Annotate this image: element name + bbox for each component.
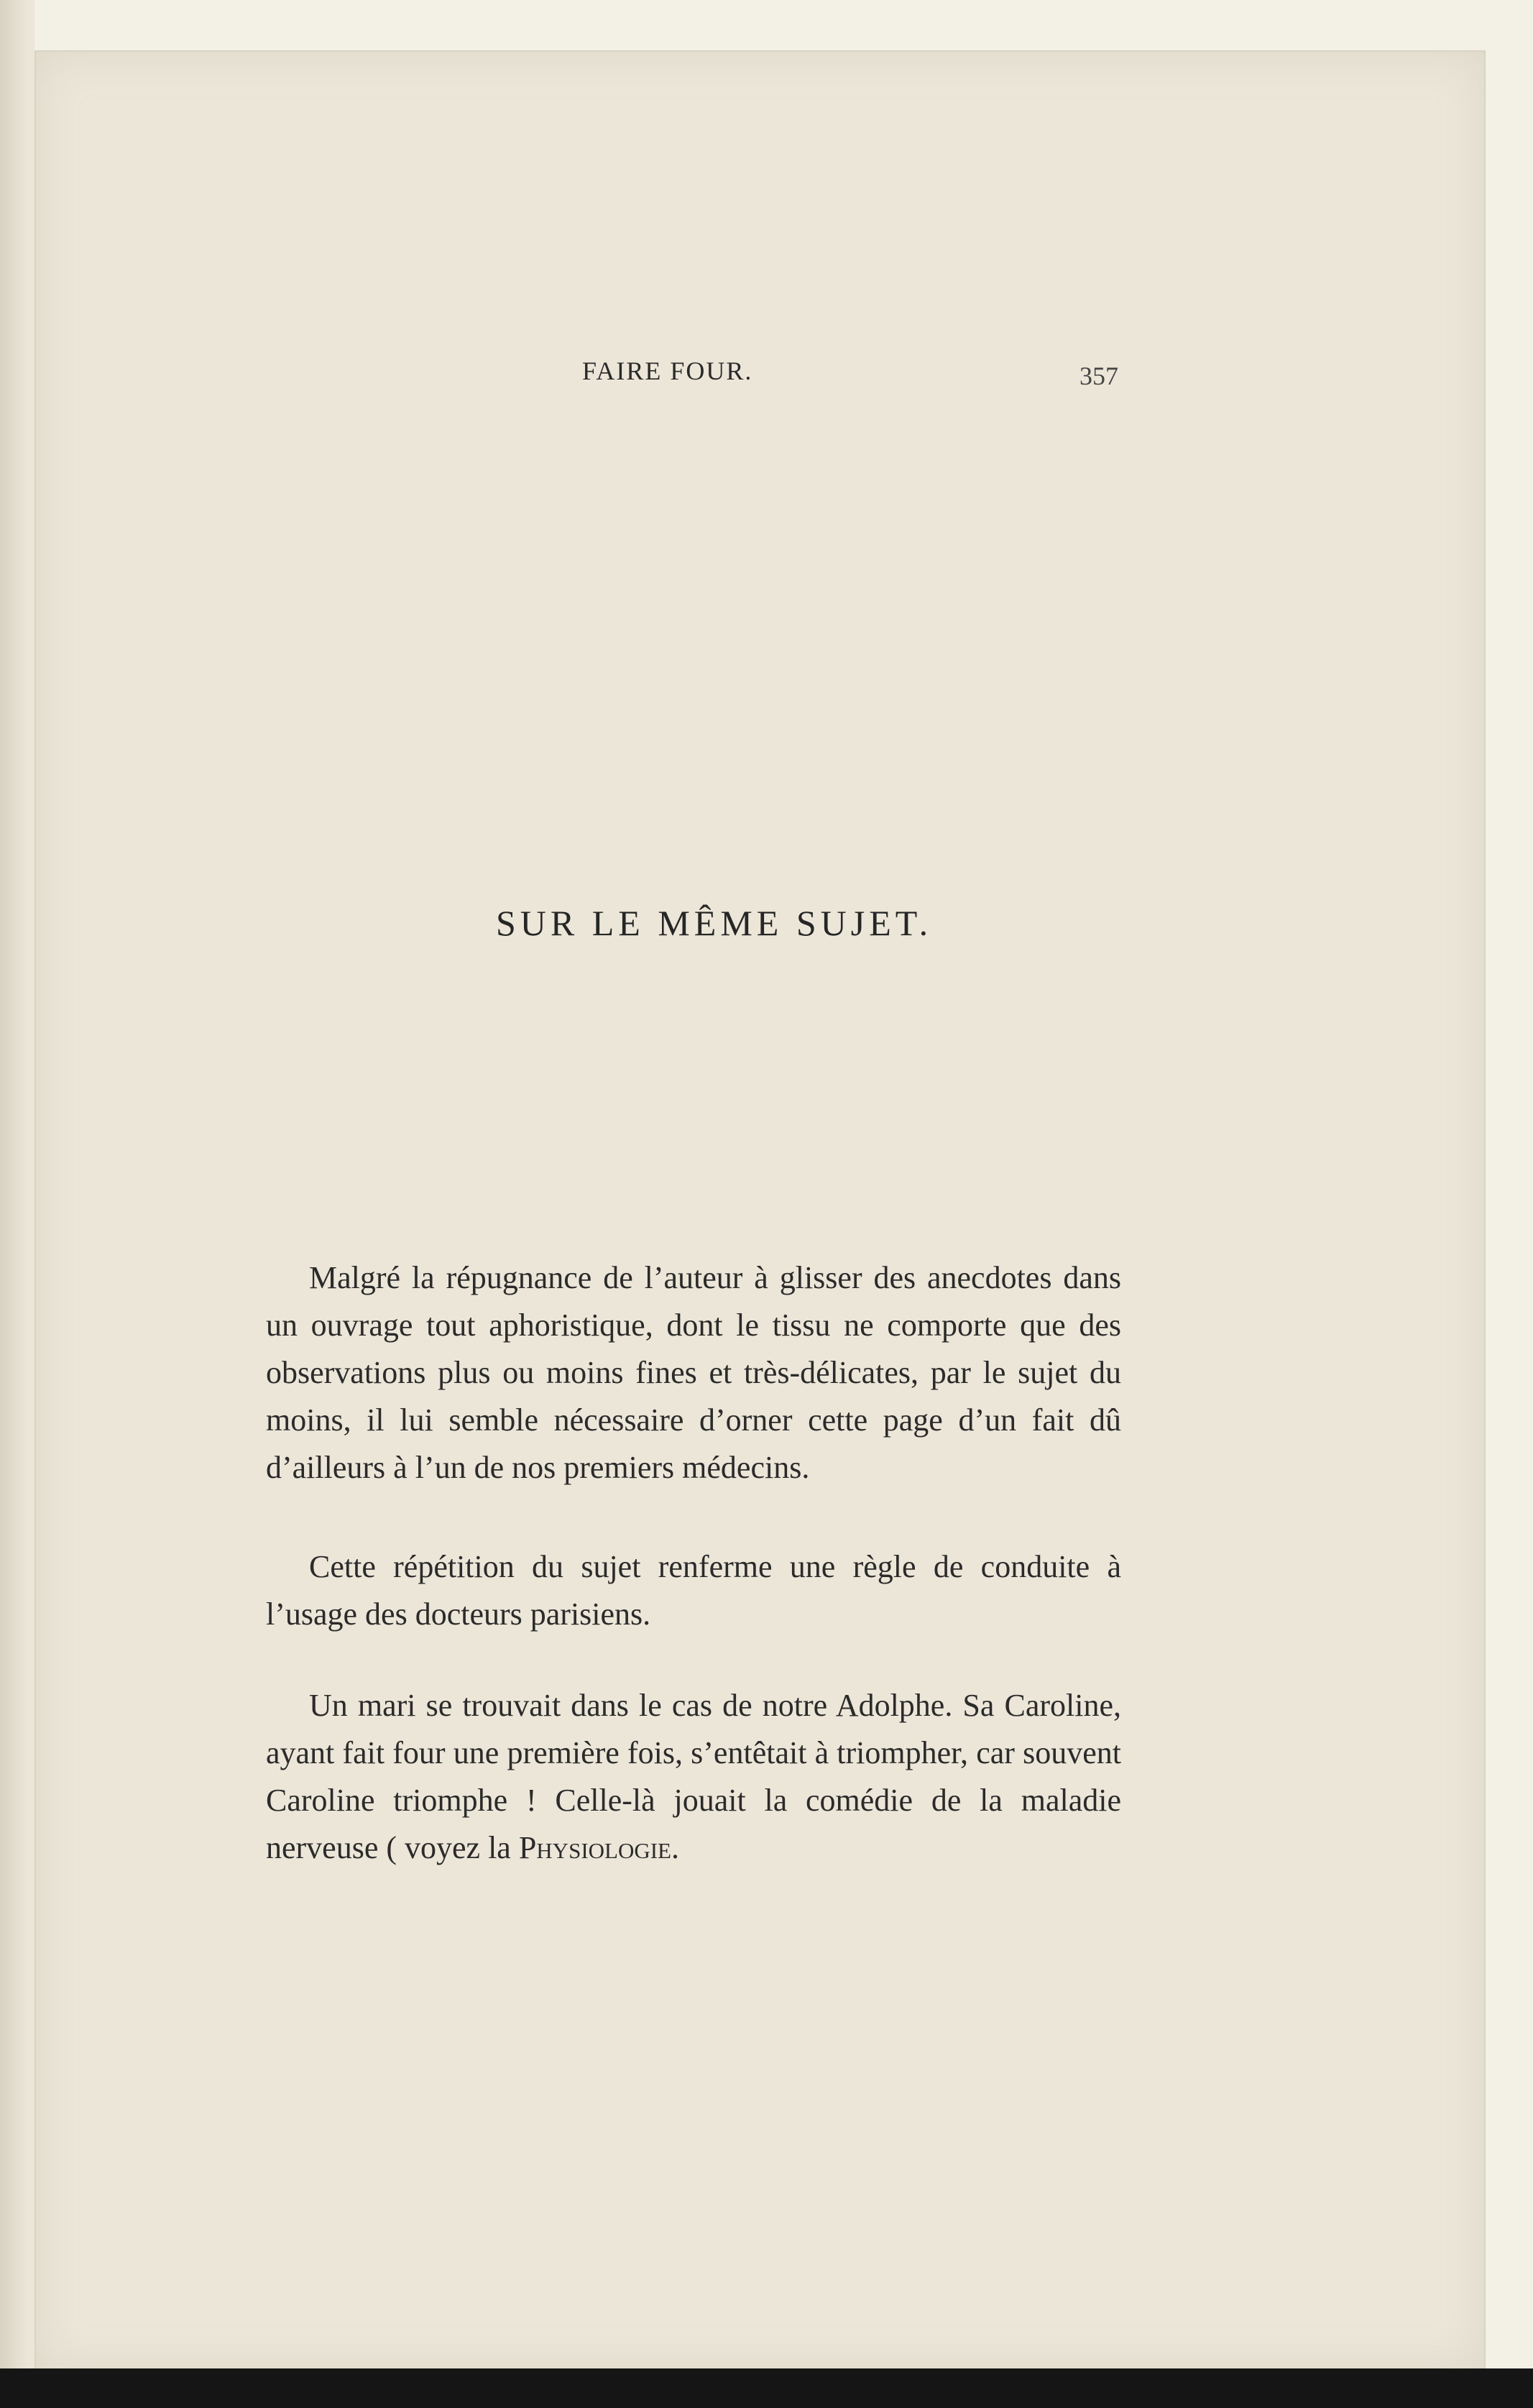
paragraph-anecdote-text: Un mari se trouvait dans le cas de notre Adolphe. Sa Caroline, ayant fait four une première fois, s’entêtait à triompher, car souvent Caroline triomphe ! Celle-là jouait la comédie de la maladie nerveuse ( voyez la xyxy=(266,1688,1121,1865)
paragraph-rule: Cette répétition du sujet renferme une règle de conduite à l’usage des docteurs parisiens. xyxy=(266,1549,1121,1632)
scan-bottom-border xyxy=(0,2368,1533,2408)
paragraph-intro: Malgré la répugnance de l’auteur à glisser des anecdotes dans un ouvrage tout aphoristique, dont le tissu ne comporte que des observations plus ou moins fines et très-délicates, par le sujet du moins, il lui semble nécessaire d’orner cette page d’un fait dû d’ailleurs à l’un de nos premiers médecins. xyxy=(266,1260,1121,1485)
page-number: 357 xyxy=(1079,362,1118,390)
section-title: SUR LE MÊME SUJET. xyxy=(496,903,933,943)
running-head-title: FAIRE FOUR. xyxy=(582,357,753,385)
physiologie-reference: Physiologie. xyxy=(518,1830,679,1865)
paragraph-anecdote xyxy=(266,1682,1121,1872)
